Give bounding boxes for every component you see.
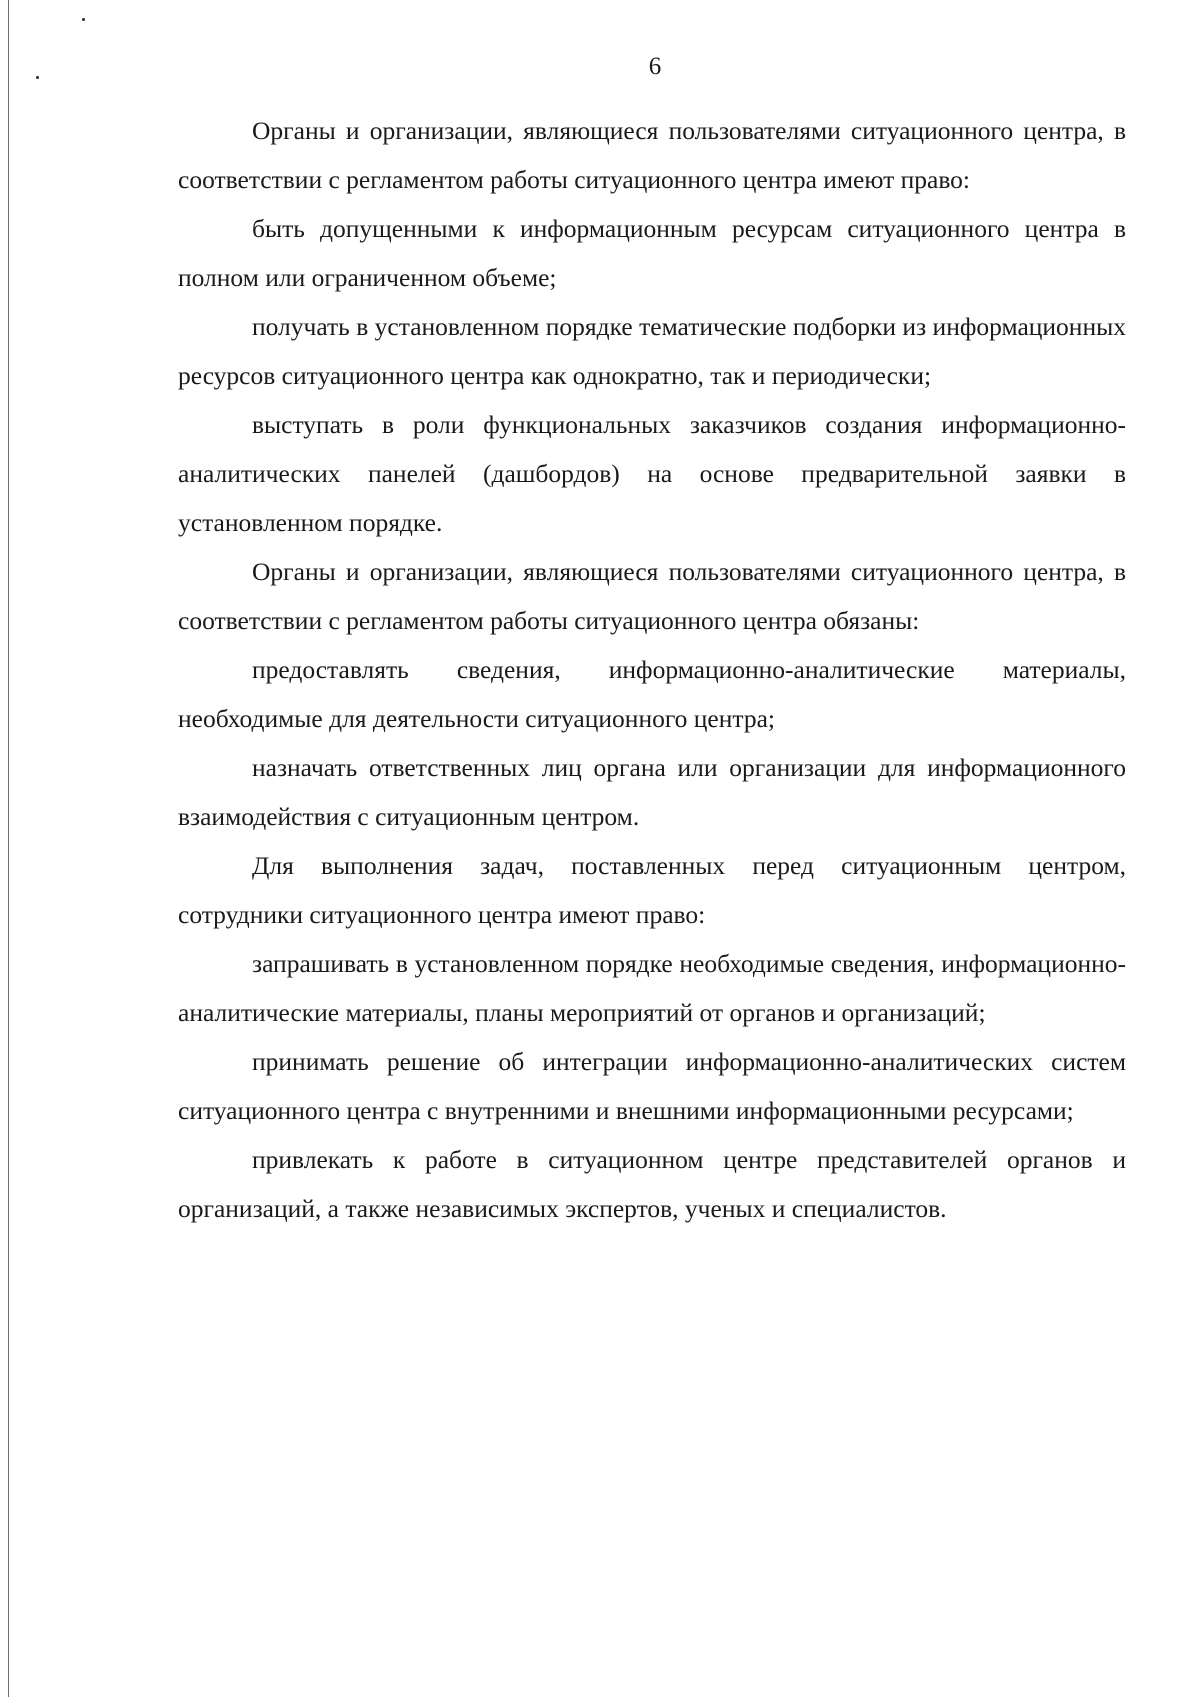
paragraph-engage-experts: привлекать к работе в ситуационном центре представителей органов и организаций, а также независимых экспертов, ученых и специалистов.	[178, 1145, 1126, 1223]
document-body	[178, 106, 1126, 1233]
paragraph-integration-decision: принимать решение об интеграции информационно-аналитических систем ситуационного центра с внутренними и внешними информационными ресурсами;	[178, 1047, 1126, 1125]
paragraph-provide-information: предоставлять сведения, информационно-аналитические материалы, необходимые для деятельности ситуационного центра;	[178, 655, 1126, 733]
paragraph-receive-selections: получать в установленном порядке тематические подборки из информационных ресурсов ситуационного центра как однократно, так и периодически;	[178, 312, 1126, 390]
paragraph-users-rights-intro: Органы и организации, являющиеся пользователями ситуационного центра, в соответствии с регламентом работы ситуационного центра имеют право:	[178, 116, 1126, 194]
scan-edge-line	[8, 0, 9, 1697]
paragraph-functional-customers: выступать в роли функциональных заказчиков создания информационно-аналитических панелей (дашбордов) на основе предварительной заявки в установленном порядке.	[178, 410, 1126, 537]
scan-speck	[82, 18, 85, 21]
paragraph-appoint-responsible: назначать ответственных лиц органа или организации для информационного взаимодействия с ситуационным центром.	[178, 753, 1126, 831]
paragraph-staff-rights-intro: Для выполнения задач, поставленных перед ситуационным центром, сотрудники ситуационного центра имеют право:	[178, 851, 1126, 929]
paragraph-request-information: запрашивать в установленном порядке необходимые сведения, информационно-аналитические материалы, планы мероприятий от органов и организаций;	[178, 949, 1126, 1027]
paragraph-users-duties-intro: Органы и организации, являющиеся пользователями ситуационного центра, в соответствии с регламентом работы ситуационного центра обязаны:	[178, 557, 1126, 635]
paragraph-access-resources: быть допущенными к информационным ресурсам ситуационного центра в полном или ограниченном объеме;	[178, 214, 1126, 292]
page-number: 6	[648, 53, 662, 80]
